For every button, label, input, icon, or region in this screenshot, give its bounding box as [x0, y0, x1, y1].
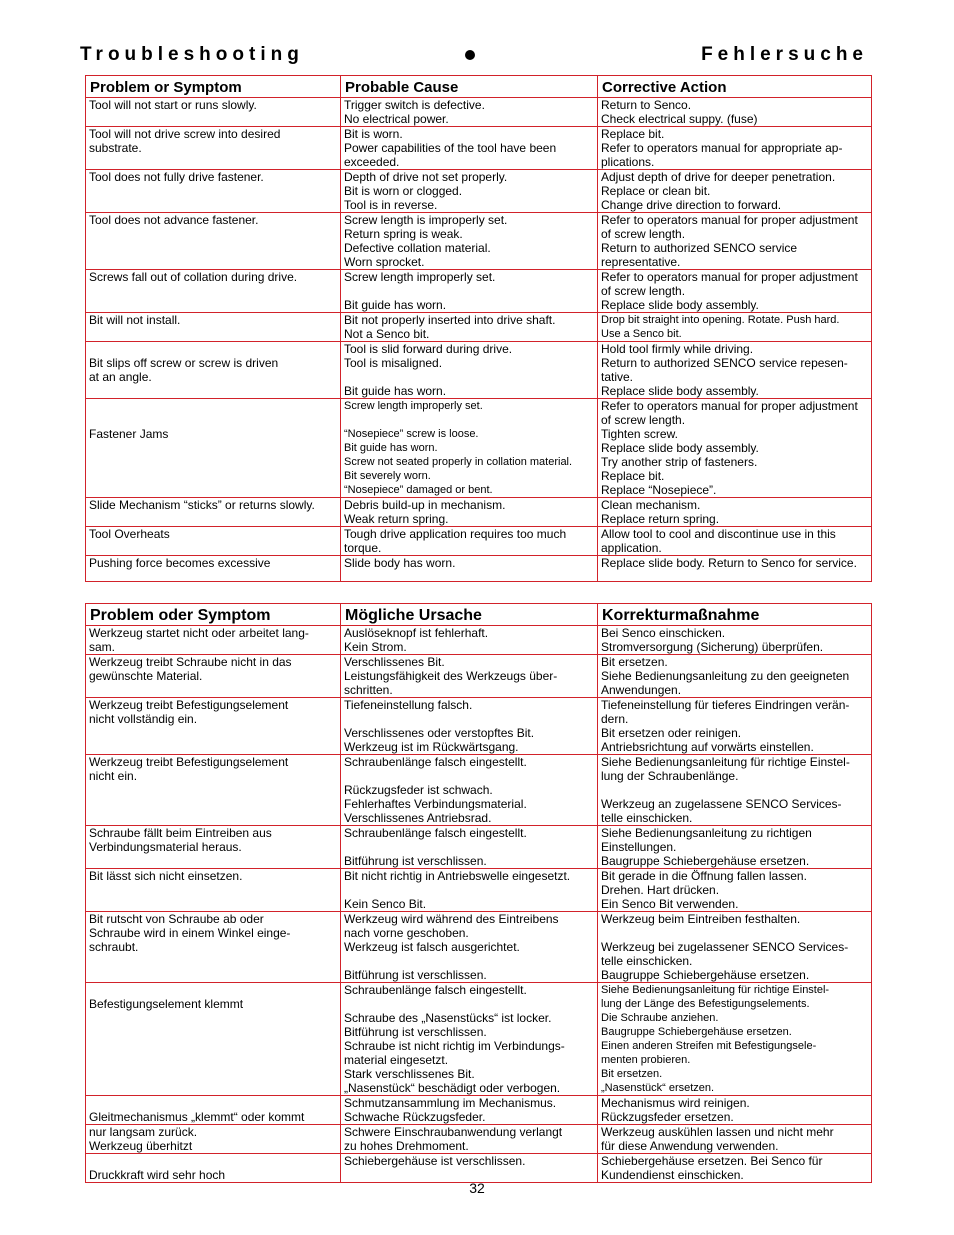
table-row [86, 626, 872, 655]
column-header-cause: Probable Cause [341, 76, 598, 98]
cause-cell: Depth of drive not set properly. Bit is worn or clogged. Tool is in reverse. [341, 170, 598, 213]
action-cell: Replace bit. Refer to operators manual for appropriate ap- plications. [598, 127, 872, 170]
problem-cell: Werkzeug treibt Befestigungselement nicht vollständig ein. [86, 698, 341, 755]
problem-cell: Screws fall out of collation during drive. [86, 270, 341, 313]
action-cell: Mechanismus wird reinigen. Rückzugsfeder ersetzen. [598, 1096, 872, 1125]
table-row [86, 1154, 872, 1183]
table-row [86, 527, 872, 556]
table-header-row [86, 76, 872, 98]
problem-cell: Schraube fällt beim Eintreiben aus Verbindungsmaterial heraus. [86, 826, 341, 869]
action-cell: Refer to operators manual for proper adjustment of screw length. Tighten screw. Replace slide body assembly. Try another strip of fasteners. Replace bit. Replace “Nosepiece”. [598, 399, 872, 498]
column-header-action: Korrekturmaßnahme [598, 604, 872, 626]
problem-cell: Werkzeug treibt Schraube nicht in das gewünschte Material. [86, 655, 341, 698]
action-cell: Schiebergehäuse ersetzen. Bei Senco für Kundendienst einschicken. [598, 1154, 872, 1183]
title-fehlersuche: Fehlersuche [701, 44, 868, 65]
table-row [86, 399, 872, 498]
problem-cell: Pushing force becomes excessive [86, 556, 341, 582]
problem-cell: Werkzeug startet nicht oder arbeitet lang- sam. [86, 626, 341, 655]
cause-cell: Trigger switch is defective. No electrical power. [341, 98, 598, 127]
problem-cell: Bit slips off screw or screw is driven at an angle. [86, 342, 341, 399]
problem-cell: Druckkraft wird sehr hoch [86, 1154, 341, 1183]
cause-cell: Screw length improperly set. Bit guide has worn. [341, 270, 598, 313]
problem-cell: Befestigungselement klemmt [86, 983, 341, 1096]
table-row [86, 270, 872, 313]
problem-cell: Slide Mechanism “sticks” or returns slowly. [86, 498, 341, 527]
action-cell: Allow tool to cool and discontinue use in this application. [598, 527, 872, 556]
cause-cell: Schmutzansammlung im Mechanismus. Schwache Rückzugsfeder. [341, 1096, 598, 1125]
cause-cell: Debris build-up in mechanism. Weak return spring. [341, 498, 598, 527]
troubleshooting-table-de [85, 603, 872, 1183]
cause-cell: Schraubenlänge falsch eingestellt. Schraube des „Nasenstücks“ ist locker. Bitführung ist verschlissen. Schraube ist nicht richtig im Verbindungs- material eingesetzt. Stark verschlissenes Bit. „Nasenstück“ beschädigt oder verbogen. [341, 983, 598, 1096]
page-number: 32 [469, 1180, 485, 1196]
action-cell: Bit gerade in die Öffnung fallen lassen. Drehen. Hart drücken. Ein Senco Bit verwenden. [598, 869, 872, 912]
cause-cell: Bit not properly inserted into drive shaft. Not a Senco bit. [341, 313, 598, 342]
table-row [86, 170, 872, 213]
table-row [86, 698, 872, 755]
troubleshooting-table-en [85, 75, 872, 582]
table-row [86, 912, 872, 983]
action-cell: Siehe Bedienungsanleitung für richtige Einstel- lung der Schraubenlänge. Werkzeug an zugelassene SENCO Services- telle einschicken. [598, 755, 872, 826]
column-header-problem: Problem or Symptom [86, 76, 341, 98]
column-header-action: Corrective Action [598, 76, 872, 98]
cause-cell: Bit is worn. Power capabilities of the tool have been exceeded. [341, 127, 598, 170]
problem-cell: Tool Overheats [86, 527, 341, 556]
problem-cell: Tool does not fully drive fastener. [86, 170, 341, 213]
table-row [86, 983, 872, 1096]
table-row [86, 826, 872, 869]
bullet-separator [465, 50, 475, 60]
action-cell: Replace slide body. Return to Senco for service. [598, 556, 872, 582]
action-cell: Siehe Bedienungsanleitung für richtige Einstel- lung der Länge des Befestigungselements. Die Schraube anziehen. Baugruppe Schiebergehäuse ersetzen. Einen anderen Streifen mit Befestigungsele- menten probieren. Bit ersetzen. „Nasenstück“ ersetzen. [598, 983, 872, 1096]
cause-cell: Werkzeug wird während des Eintreibens nach vorne geschoben. Werkzeug ist falsch ausgerichtet. Bitführung ist verschlissen. [341, 912, 598, 983]
cause-cell: Screw length is improperly set. Return spring is weak. Defective collation material. Worn sprocket. [341, 213, 598, 270]
cause-cell: Schraubenlänge falsch eingestellt. Bitführung ist verschlissen. [341, 826, 598, 869]
problem-cell: Werkzeug treibt Befestigungselement nicht ein. [86, 755, 341, 826]
column-header-problem: Problem oder Symptom [86, 604, 341, 626]
cause-cell: Tool is slid forward during drive. Tool is misaligned. Bit guide has worn. [341, 342, 598, 399]
table-row [86, 498, 872, 527]
action-cell: Tiefeneinstellung für tieferes Eindringen verän- dern. Bit ersetzen oder reinigen. Antriebsrichtung auf vorwärts einstellen. [598, 698, 872, 755]
problem-cell: Bit rutscht von Schraube ab oder Schraube wird in einem Winkel einge- schraubt. [86, 912, 341, 983]
problem-cell: Bit will not install. [86, 313, 341, 342]
cause-cell: Screw length improperly set. “Nosepiece” screw is loose. Bit guide has worn. Screw not seated properly in collation material. Bit severely worn. “Nosepiece” damaged or bent. [341, 399, 598, 498]
table-row [86, 1096, 872, 1125]
action-cell: Refer to operators manual for proper adjustment of screw length. Replace slide body assembly. [598, 270, 872, 313]
problem-cell: Bit lässt sich nicht einsetzen. [86, 869, 341, 912]
action-cell: Return to Senco. Check electrical suppy. (fuse) [598, 98, 872, 127]
cause-cell: Schiebergehäuse ist verschlissen. [341, 1154, 598, 1183]
table-row [86, 313, 872, 342]
problem-cell: Fastener Jams [86, 399, 341, 498]
problem-cell: nur langsam zurück. Werkzeug überhitzt [86, 1125, 341, 1154]
action-cell: Werkzeug beim Eintreiben festhalten. Werkzeug bei zugelassener SENCO Services- telle einschicken. Baugruppe Schiebergehäuse ersetzen. [598, 912, 872, 983]
action-cell: Adjust depth of drive for deeper penetration. Replace or clean bit. Change drive direction to forward. [598, 170, 872, 213]
table-header-row [86, 604, 872, 626]
table-row [86, 869, 872, 912]
table-row [86, 655, 872, 698]
action-cell: Drop bit straight into opening. Rotate. Push hard. Use a Senco bit. [598, 313, 872, 342]
column-header-cause: Mögliche Ursache [341, 604, 598, 626]
action-cell: Clean mechanism. Replace return spring. [598, 498, 872, 527]
problem-cell: Gleitmechanismus „klemmt“ oder kommt [86, 1096, 341, 1125]
problem-cell: Tool will not start or runs slowly. [86, 98, 341, 127]
cause-cell: Auslöseknopf ist fehlerhaft. Kein Strom. [341, 626, 598, 655]
action-cell: Bit ersetzen. Siehe Bedienungsanleitung zu den geeigneten Anwendungen. [598, 655, 872, 698]
problem-cell: Tool does not advance fastener. [86, 213, 341, 270]
problem-cell: Tool will not drive screw into desired substrate. [86, 127, 341, 170]
table-row [86, 755, 872, 826]
action-cell: Hold tool firmly while driving. Return to authorized SENCO service repesen- tative. Replace slide body assembly. [598, 342, 872, 399]
table-row [86, 98, 872, 127]
cause-cell: Bit nicht richtig in Antriebswelle eingesetzt. Kein Senco Bit. [341, 869, 598, 912]
table-row [86, 1125, 872, 1154]
action-cell: Bei Senco einschicken. Stromversorgung (Sicherung) überprüfen. [598, 626, 872, 655]
action-cell: Werkzeug auskühlen lassen und nicht mehr für diese Anwendung verwenden. [598, 1125, 872, 1154]
cause-cell: Slide body has worn. [341, 556, 598, 582]
cause-cell: Verschlissenes Bit. Leistungsfähigkeit des Werkzeugs über- schritten. [341, 655, 598, 698]
cause-cell: Tiefeneinstellung falsch. Verschlissenes oder verstopftes Bit. Werkzeug ist im Rückwärtsgang. [341, 698, 598, 755]
table-row [86, 213, 872, 270]
table-row [86, 127, 872, 170]
cause-cell: Schraubenlänge falsch eingestellt. Rückzugsfeder ist schwach. Fehlerhaftes Verbindungsmaterial. Verschlissenes Antriebsrad. [341, 755, 598, 826]
table-row [86, 556, 872, 582]
table-row [86, 342, 872, 399]
cause-cell: Schwere Einschraubanwendung verlangt zu hohes Drehmoment. [341, 1125, 598, 1154]
action-cell: Refer to operators manual for proper adjustment of screw length. Return to authorized SENCO service representative. [598, 213, 872, 270]
action-cell: Siehe Bedienungsanleitung zu richtigen Einstellungen. Baugruppe Schiebergehäuse ersetzen. [598, 826, 872, 869]
cause-cell: Tough drive application requires too much torque. [341, 527, 598, 556]
title-troubleshooting: Troubleshooting [80, 44, 304, 65]
